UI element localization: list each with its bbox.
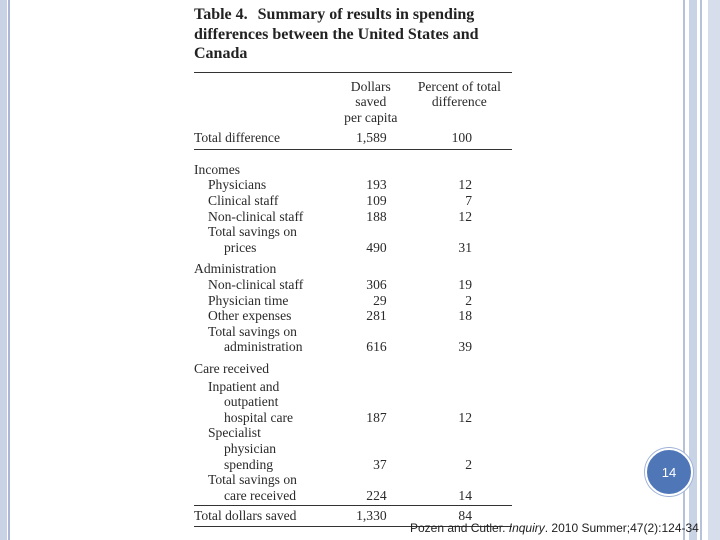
table-row: Specialist [208, 425, 261, 441]
table-header-row [194, 73, 512, 128]
table-row: hospital care 187 12 [224, 409, 472, 425]
table-row: Clinical staff 109 7 [208, 193, 472, 209]
section-heading: Administration [194, 261, 277, 277]
table-row: Inpatient and [208, 378, 280, 394]
table-row: Total difference 1,589 100 [194, 127, 512, 149]
table-figure [194, 5, 512, 527]
table-row: Total savings on [208, 472, 297, 488]
table-row: physician [224, 440, 277, 456]
table-row: spending 37 2 [224, 456, 472, 472]
table-row-total: Total dollars saved 1,330 84 [194, 506, 512, 527]
section-heading: Care received [194, 361, 270, 376]
table-row: Non-clinical staff 306 19 [208, 277, 472, 293]
page-number-badge: 14 [645, 448, 693, 496]
table-row: Other expenses 281 18 [208, 308, 472, 324]
section-heading: Incomes [194, 161, 241, 177]
citation: Pozen and Cutler. Inquiry. 2010 Summer;47(2):124-34 [410, 521, 699, 535]
table-row: Total savings on [208, 323, 297, 339]
slide-left-border [0, 0, 10, 540]
results-table [194, 73, 512, 527]
col-percent-total: Percent of total difference [417, 78, 501, 110]
table-row: Physician time 29 2 [208, 292, 472, 308]
col-dollars-saved: Dollars saved per capita [344, 78, 398, 125]
table-row: outpatient [224, 394, 279, 410]
table-row: care received 224 14 [194, 488, 512, 506]
table-row: Physicians 193 12 [208, 177, 472, 193]
table-title: Table 4. Summary of results in spending differences between the United States and Canada [194, 6, 479, 62]
table-row: prices 490 31 [224, 239, 472, 255]
table-row: administration 616 39 [224, 339, 472, 355]
table-row: Total savings on [208, 224, 297, 240]
table-row: Non-clinical staff 188 12 [208, 208, 472, 224]
